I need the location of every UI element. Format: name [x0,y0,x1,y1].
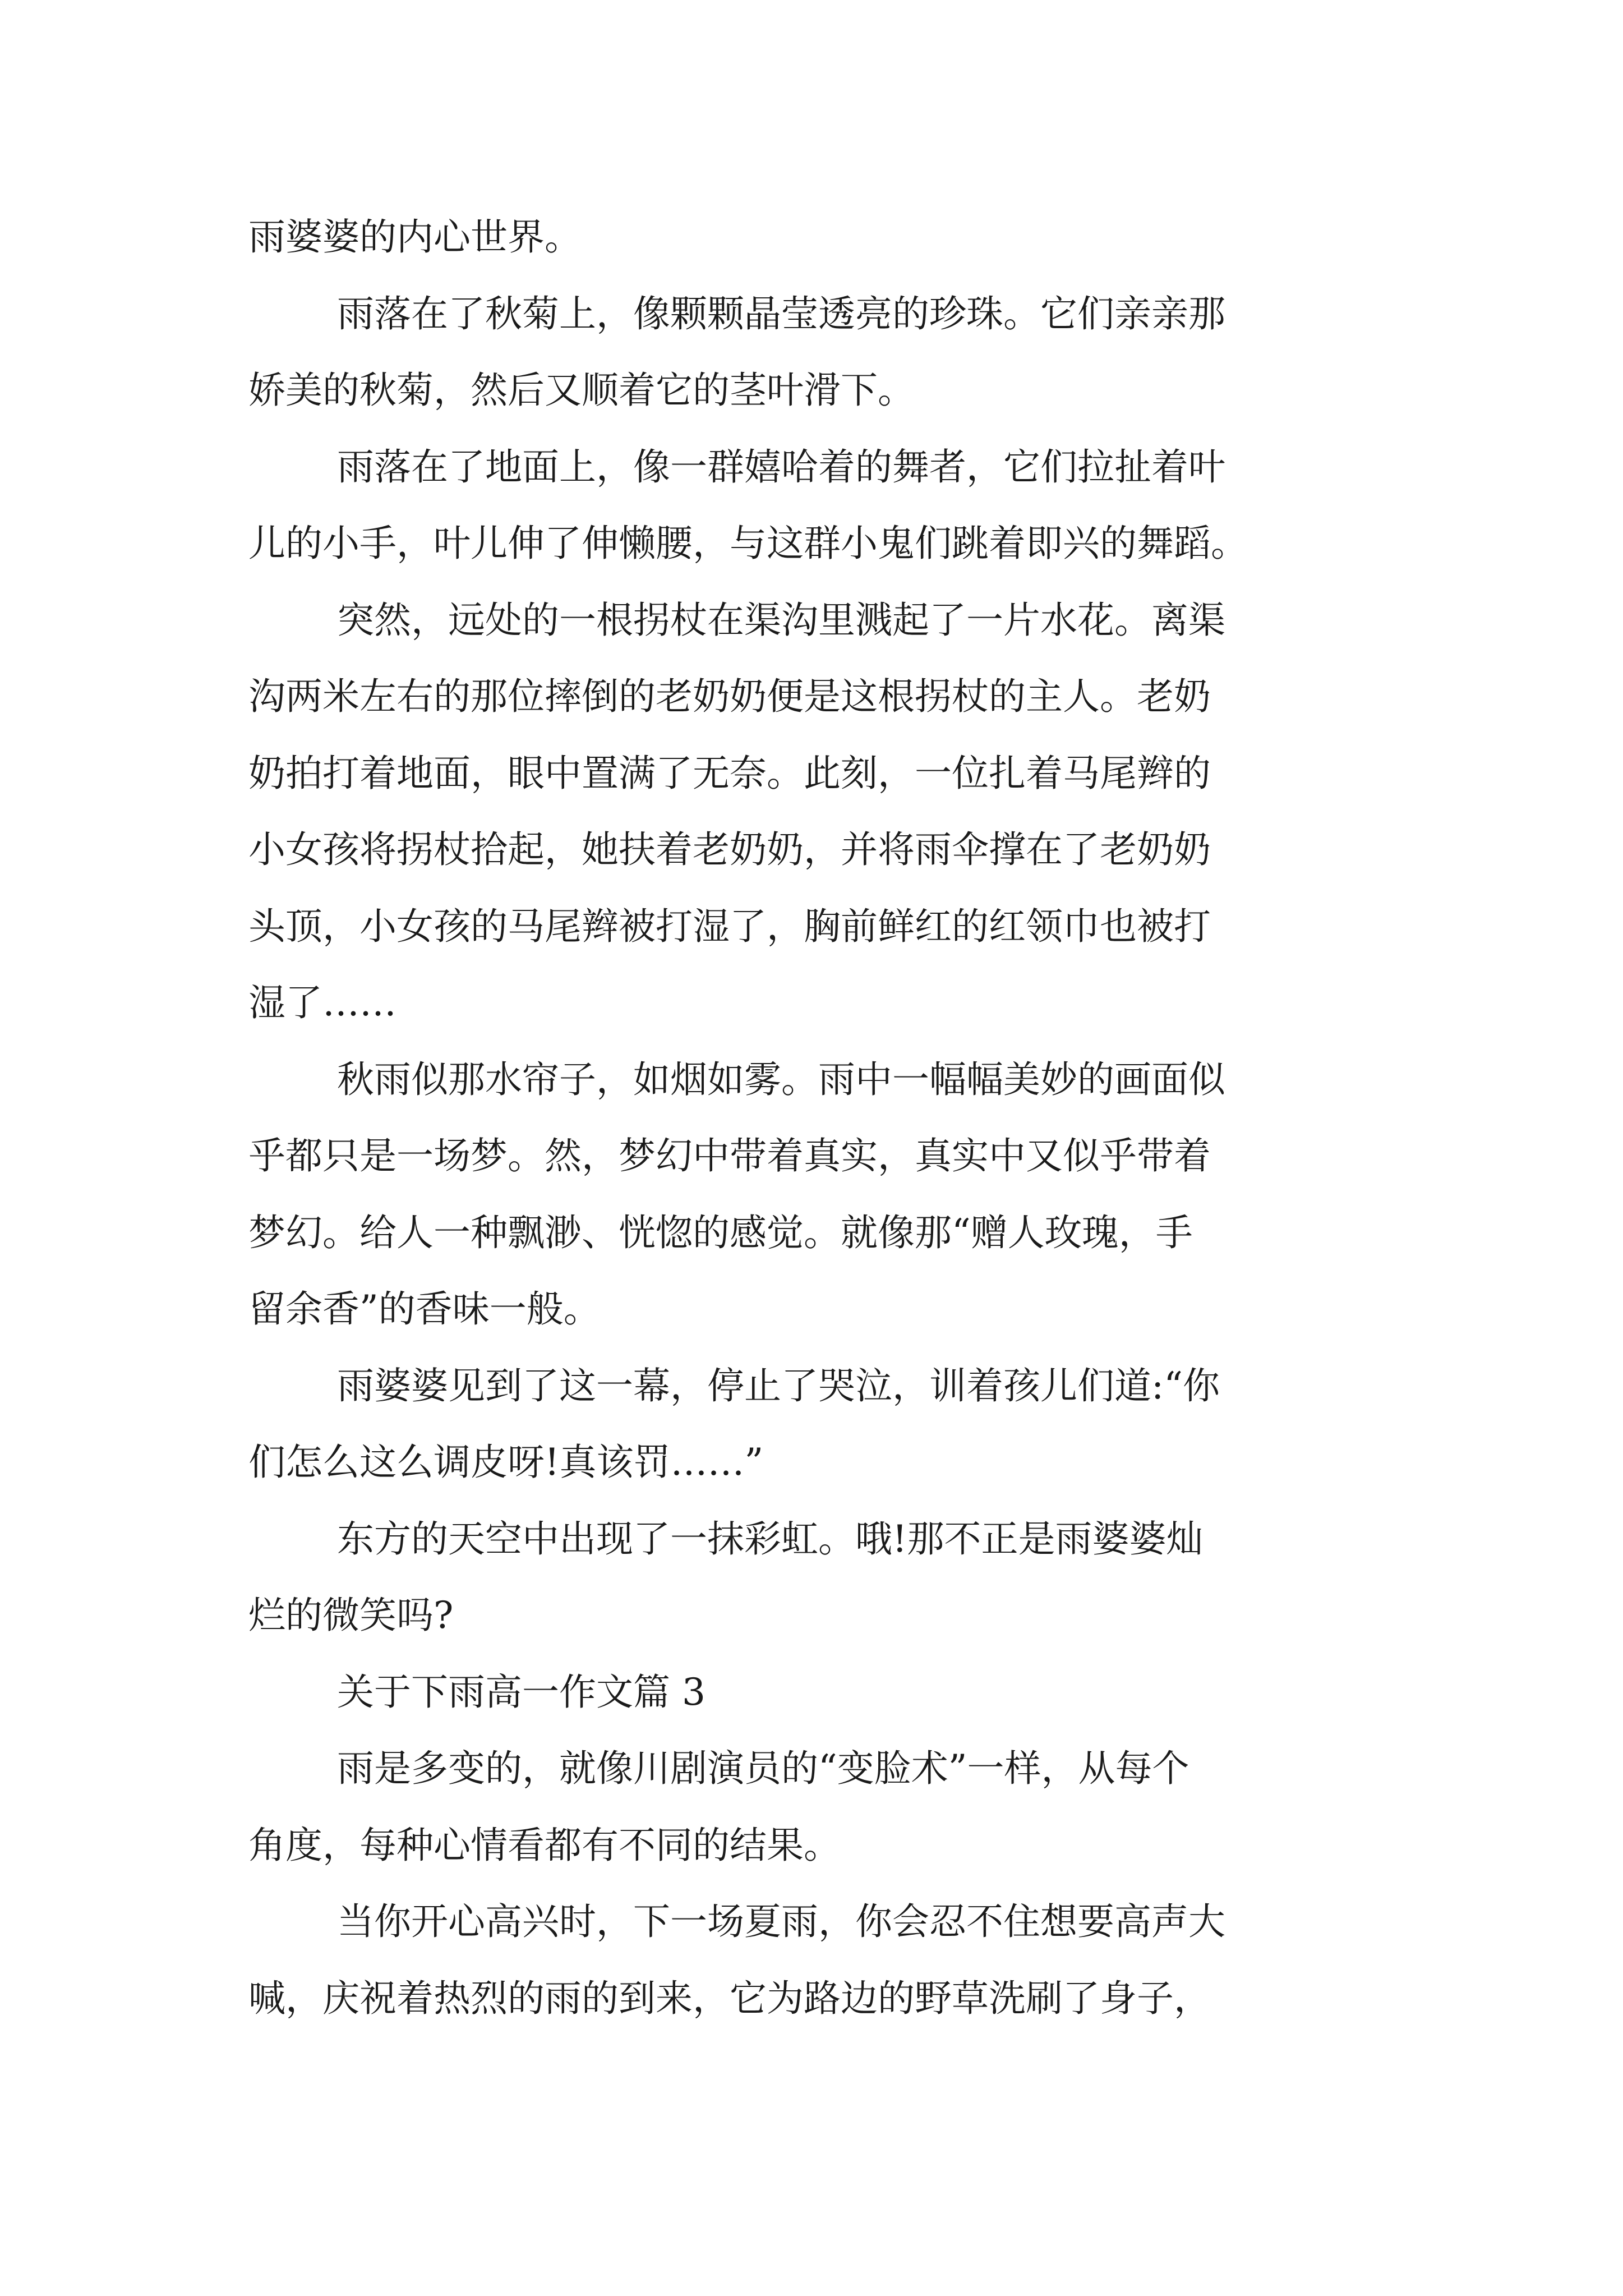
document-body [248,199,1370,2037]
text-line: 奶拍打着地面，眼中置满了无奈。此刻，一位扎着马尾辫的 [248,751,1211,795]
text-line: 雨婆婆的内心世界。 [248,215,582,259]
text-line: 喊，庆祝着热烈的雨的到来，它为路边的野草洗刷了身子， [248,1976,1211,2020]
text-line: 乎都只是一场梦。然，梦幻中带着真实，真实中又似乎带着 [248,1134,1211,1177]
text-line: 突然，远处的一根拐杖在渠沟里溅起了一片水花。离渠 [337,598,1225,642]
text-line: 沟两米左右的那位摔倒的老奶奶便是这根拐杖的主人。老奶 [248,675,1211,718]
text-line: 烂的微笑吗? [248,1594,454,1637]
text-line: 当你开心高兴时，下一场夏雨，你会忍不住想要高声大 [337,1900,1225,1943]
text-line: 角度，每种心情看都有不同的结果。 [248,1823,841,1867]
text-line: 秋雨似那水帘子，如烟如雾。雨中一幅幅美妙的画面似 [337,1057,1225,1101]
text-line: 留余香”的香味一般。 [248,1287,601,1331]
text-line: 娇美的秋菊，然后又顺着它的茎叶滑下。 [248,369,915,412]
text-line: 雨是多变的，就像川剧演员的“变脸术”一样，从每个 [337,1747,1189,1790]
text-line: 梦幻。给人一种飘渺、恍惚的感觉。就像那“赠人玫瑰，手 [248,1211,1193,1254]
text-line: 儿的小手，叶儿伸了伸懒腰，与这群小鬼们跳着即兴的舞蹈。 [248,522,1248,565]
section-heading: 关于下雨高一作文篇 3 [337,1670,706,1714]
text-line: 雨婆婆见到了这一幕，停止了哭泣，训着孩儿们道:“你 [337,1364,1220,1407]
text-line: 东方的天空中出现了一抹彩虹。哦!那不正是雨婆婆灿 [337,1517,1204,1561]
text-line: 小女孩将拐杖拾起，她扶着老奶奶，并将雨伞撑在了老奶奶 [248,828,1211,871]
text-line: 头顶，小女孩的马尾辫被打湿了，胸前鲜红的红领巾也被打 [248,904,1211,948]
text-line: 雨落在了秋菊上，像颗颗晶莹透亮的珍珠。它们亲亲那 [337,292,1225,335]
text-line: 湿了…… [248,981,396,1024]
text-line: 们怎么这么调皮呀!真该罚……” [248,1441,764,1484]
text-line: 雨落在了地面上，像一群嬉哈着的舞者，它们拉扯着叶 [337,445,1225,489]
